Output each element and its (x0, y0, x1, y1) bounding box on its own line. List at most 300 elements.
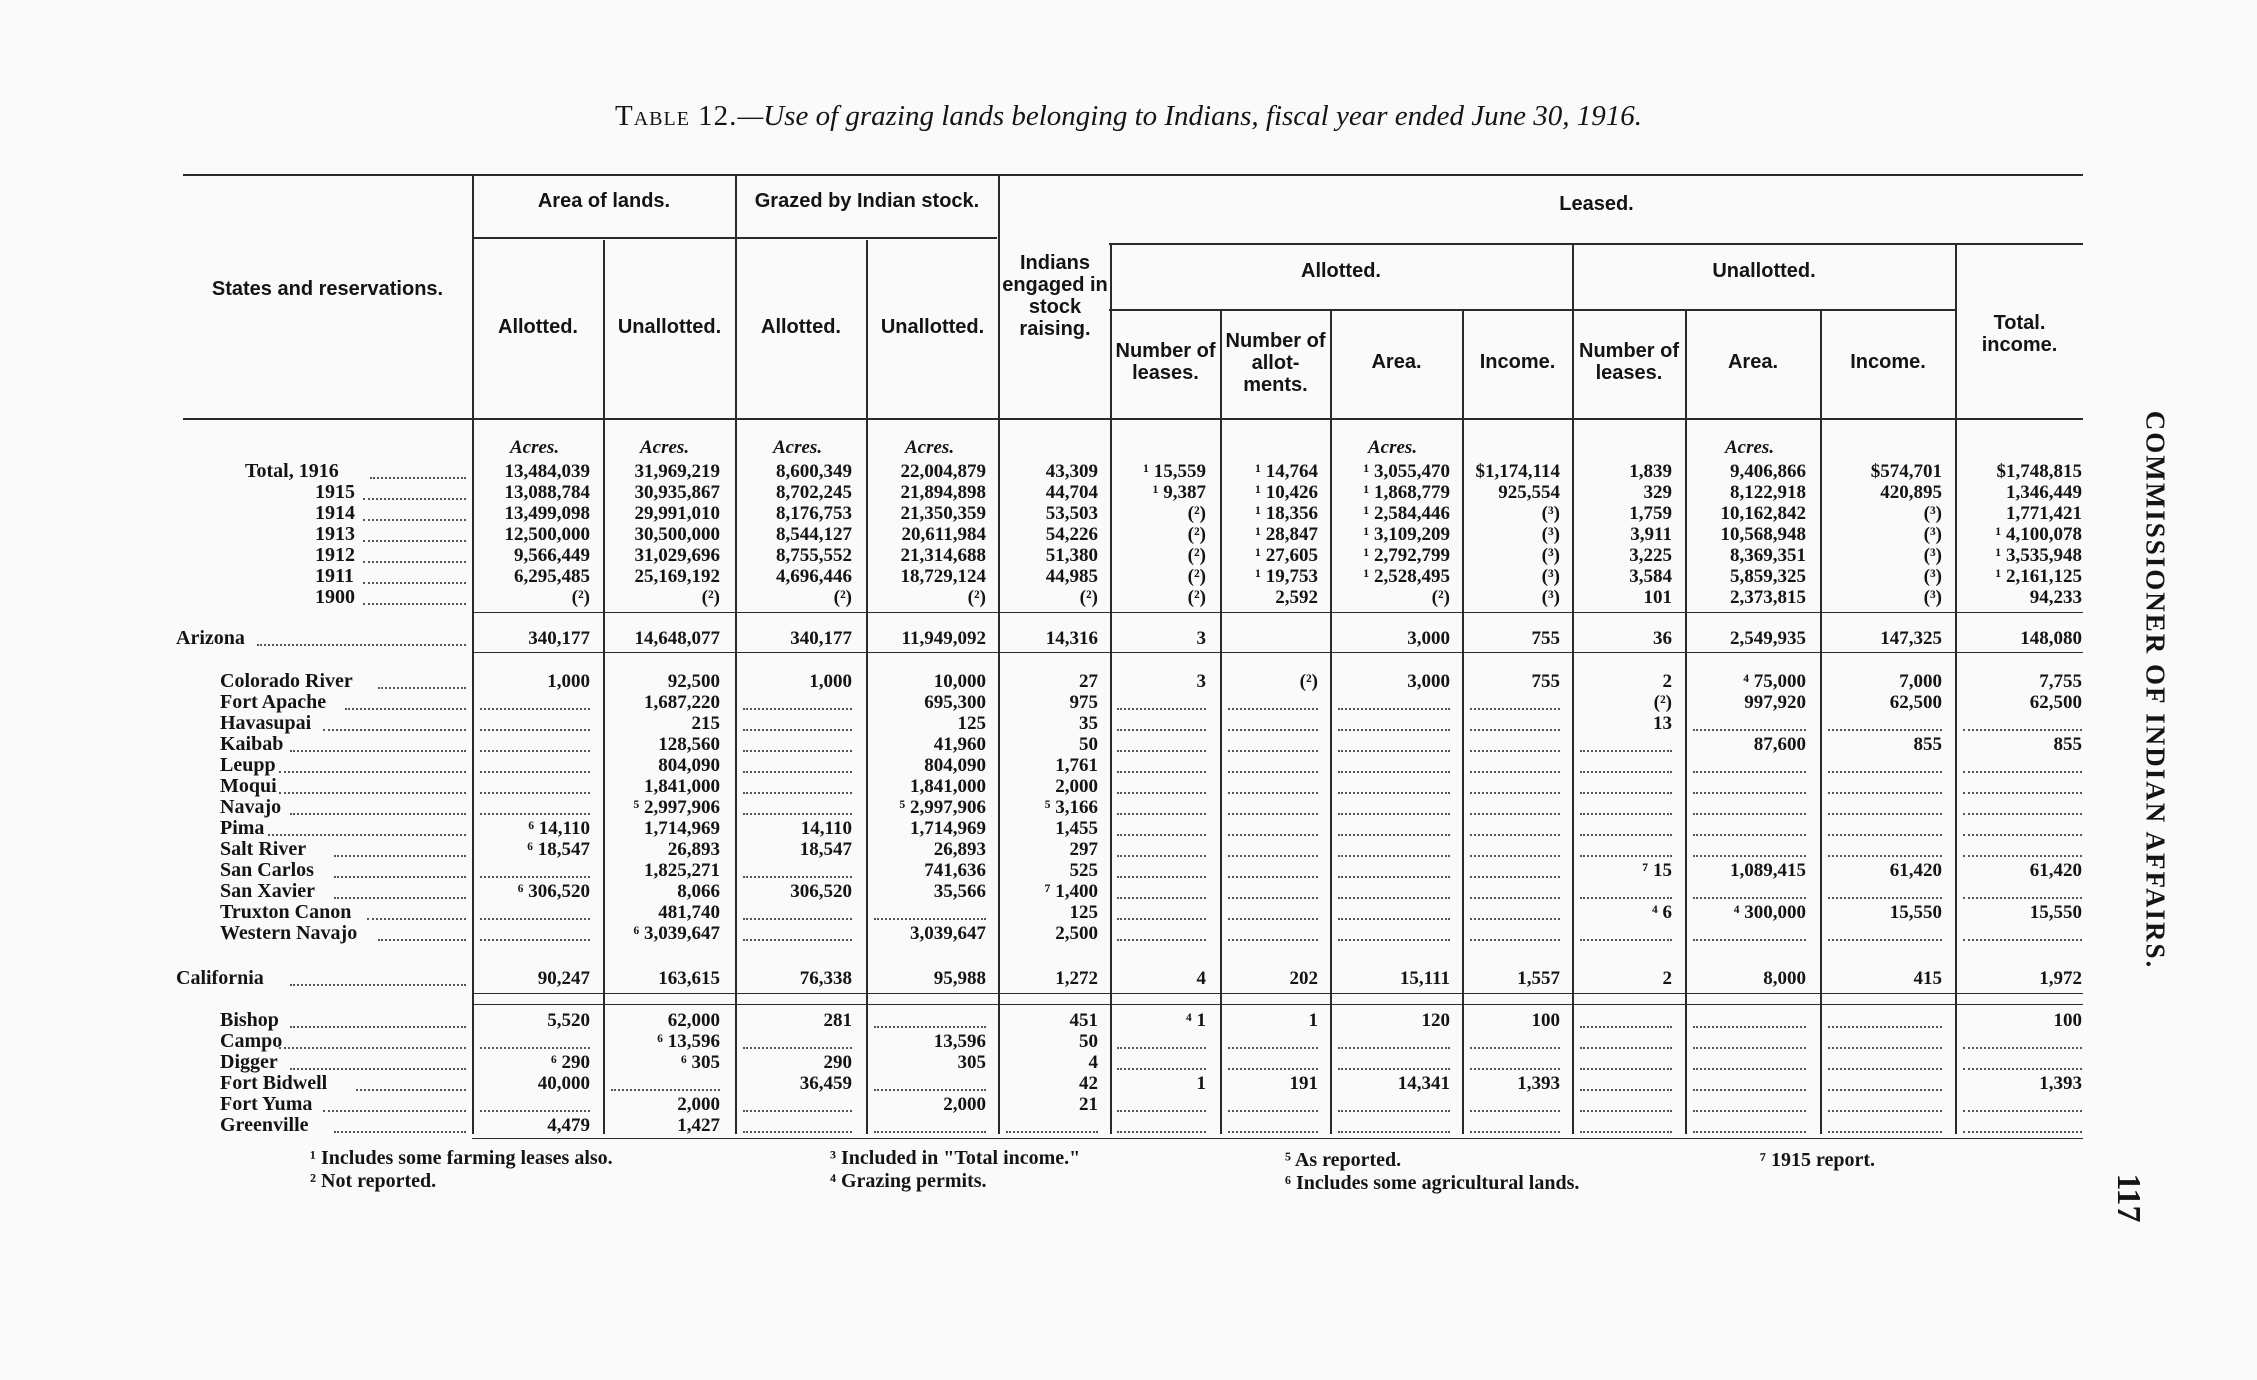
empty-cell-dots (480, 1047, 590, 1049)
table-cell: 128,560 (658, 734, 720, 755)
acres-label: Acres. (773, 437, 823, 458)
table-cell: ¹ 14,764 (1255, 461, 1318, 482)
empty-cell-dots (1228, 1068, 1318, 1070)
table-cell: 125 (1069, 902, 1098, 923)
empty-cell-dots (1693, 813, 1806, 815)
table-cell: 90,247 (537, 968, 590, 989)
table-cell: 297 (1069, 839, 1098, 860)
table-cell: 755 (1531, 628, 1560, 649)
empty-cell-dots (1228, 897, 1318, 899)
table-cell: 3 (1196, 671, 1206, 692)
table-cell: 329 (1643, 482, 1672, 503)
table-cell: 1,759 (1629, 503, 1672, 524)
table-cell: 13,499,098 (504, 503, 590, 524)
empty-cell-dots (1338, 897, 1450, 899)
table-cell: (³) (1923, 566, 1942, 587)
header-unallotted-income: Income. (1850, 351, 1926, 373)
table-cell: 100 (1531, 1010, 1560, 1031)
empty-cell-dots (1470, 771, 1560, 773)
row-label: Western Navajo (220, 922, 358, 944)
table-cell: 1,000 (547, 671, 590, 692)
empty-cell-dots (1580, 771, 1672, 773)
leader-dots (290, 1068, 466, 1070)
table-cell: (²) (1187, 545, 1206, 566)
california-rule (472, 1004, 2083, 1005)
row-label: Pima (220, 817, 265, 839)
empty-cell-dots (1228, 813, 1318, 815)
empty-cell-dots (1963, 729, 2082, 731)
table-cell: 2,592 (1275, 587, 1318, 608)
leader-dots (356, 1089, 466, 1091)
empty-cell-dots (874, 1026, 986, 1028)
empty-cell-dots (1338, 771, 1450, 773)
table-cell: 125 (957, 713, 986, 734)
table-cell: (³) (1923, 524, 1942, 545)
row-label: Fort Bidwell (220, 1072, 328, 1094)
acres-label: Acres. (1725, 437, 1775, 458)
row-label: California (176, 967, 264, 989)
leader-dots (363, 519, 466, 521)
row-label: Havasupai (220, 712, 312, 734)
table-cell: 1,714,969 (644, 818, 720, 839)
empty-cell-dots (1693, 855, 1806, 857)
table-cell: 13,088,784 (504, 482, 590, 503)
row-label: Arizona (176, 627, 245, 649)
header-unallotted-area: Area. (1727, 351, 1779, 373)
empty-cell-dots (480, 939, 590, 941)
leader-dots (323, 729, 466, 731)
leader-dots (367, 918, 466, 920)
empty-cell-dots (1828, 855, 1942, 857)
empty-cell-dots (1470, 1047, 1560, 1049)
col-divider (1330, 310, 1332, 1134)
table-cell: ¹ 19,753 (1255, 566, 1318, 587)
empty-cell-dots (743, 792, 852, 794)
header-area-allotted: Allotted. (498, 316, 578, 338)
empty-cell-dots (1228, 729, 1318, 731)
table-cell: 3,584 (1629, 566, 1672, 587)
table-cell: 26,893 (933, 839, 986, 860)
empty-cell-dots (480, 729, 590, 731)
empty-cell-dots (1693, 1047, 1806, 1049)
leader-dots (268, 834, 466, 836)
empty-cell-dots (1117, 876, 1206, 878)
empty-cell-dots (743, 1131, 852, 1133)
table-cell: 1,455 (1055, 818, 1098, 839)
table-cell: ⁷ 15 (1642, 860, 1672, 881)
empty-cell-dots (1828, 792, 1942, 794)
table-cell: 51,380 (1045, 545, 1098, 566)
table-cell: 925,554 (1498, 482, 1560, 503)
table-cell: ¹ 3,535,948 (1995, 545, 2082, 566)
table-top-rule (183, 174, 2083, 176)
empty-cell-dots (874, 1131, 986, 1133)
table-cell: 13,484,039 (504, 461, 590, 482)
header-leased: Leased. (1559, 193, 1634, 215)
table-cell: ⁵ 2,997,906 (899, 797, 986, 818)
empty-cell-dots (1228, 855, 1318, 857)
table-cell: 997,920 (1744, 692, 1806, 713)
empty-cell-dots (480, 813, 590, 815)
col-divider (1462, 310, 1464, 1134)
table-cell: 13,596 (933, 1031, 986, 1052)
table-cell: 120 (1421, 1010, 1450, 1031)
empty-cell-dots (1580, 897, 1672, 899)
row-label: 1912 (315, 544, 355, 566)
empty-cell-dots (1828, 1131, 1942, 1133)
table-number: Table 12. (615, 100, 738, 132)
empty-cell-dots (1338, 1110, 1450, 1112)
table-cell: 7,000 (1899, 671, 1942, 692)
table-cell: 22,004,879 (900, 461, 986, 482)
col-divider (1220, 310, 1222, 1134)
table-cell: 855 (2053, 734, 2082, 755)
leader-dots (363, 603, 466, 605)
table-cell: 18,729,124 (900, 566, 986, 587)
empty-cell-dots (1580, 855, 1672, 857)
empty-cell-dots (1828, 834, 1942, 836)
table-cell: 43,309 (1045, 461, 1098, 482)
table-cell: (²) (1079, 587, 1098, 608)
empty-cell-dots (1828, 1068, 1942, 1070)
leader-dots (257, 644, 466, 646)
table-cell: ¹ 2,161,125 (1995, 566, 2082, 587)
table-bottom-rule (472, 1138, 2083, 1139)
table-cell: ¹ 27,605 (1255, 545, 1318, 566)
table-cell: 2 (1662, 671, 1672, 692)
table-cell: 1 (1196, 1073, 1206, 1094)
table-cell: 44,704 (1045, 482, 1098, 503)
table-cell: 21,350,359 (900, 503, 986, 524)
table-cell: ⁵ 3,166 (1044, 797, 1098, 818)
leader-dots (378, 687, 466, 689)
table-cell: ¹ 3,109,209 (1363, 524, 1450, 545)
empty-cell-dots (480, 918, 590, 920)
table-cell: 35 (1079, 713, 1098, 734)
header-leased-allotted: Allotted. (1301, 260, 1381, 282)
empty-cell-dots (1828, 1089, 1942, 1091)
table-cell: 44,985 (1045, 566, 1098, 587)
empty-cell-dots (743, 1110, 852, 1112)
footnote-3: ³ Included in "Total income." (830, 1147, 1081, 1169)
table-cell: 1 (1308, 1010, 1318, 1031)
table-cell: 9,406,866 (1730, 461, 1806, 482)
table-cell: 804,090 (658, 755, 720, 776)
empty-cell-dots (1338, 750, 1450, 752)
leader-dots (290, 750, 466, 752)
table-cell: (³) (1541, 587, 1560, 608)
table-cell: 62,500 (1889, 692, 1942, 713)
empty-cell-dots (1228, 708, 1318, 710)
table-cell: 8,544,127 (776, 524, 852, 545)
empty-cell-dots (743, 876, 852, 878)
row-label: Total, 1916 (245, 460, 339, 482)
leader-dots (290, 813, 466, 815)
footnote-1: ¹ Includes some farming leases also. (310, 1147, 613, 1169)
table-cell: 3,000 (1407, 628, 1450, 649)
table-cell: 5,859,325 (1730, 566, 1806, 587)
table-cell: 14,648,077 (634, 628, 720, 649)
table-cell: 53,503 (1045, 503, 1098, 524)
empty-cell-dots (743, 1047, 852, 1049)
table-cell: 2,500 (1055, 923, 1098, 944)
empty-cell-dots (743, 939, 852, 941)
table-cell: ¹ 4,100,078 (1995, 524, 2082, 545)
empty-cell-dots (1338, 918, 1450, 920)
table-cell: 8,600,349 (776, 461, 852, 482)
table-cell: 95,988 (933, 968, 986, 989)
empty-cell-dots (1338, 813, 1450, 815)
table-cell: 4,479 (547, 1115, 590, 1136)
table-cell: 21,314,688 (900, 545, 986, 566)
table-cell: 1,841,000 (644, 776, 720, 797)
col-divider (1685, 310, 1687, 1134)
table-cell: (³) (1923, 545, 1942, 566)
empty-cell-dots (1117, 792, 1206, 794)
empty-cell-dots (1117, 897, 1206, 899)
table-cell: (³) (1541, 566, 1560, 587)
table-cell: 6,295,485 (514, 566, 590, 587)
leader-dots (363, 540, 466, 542)
table-cell: 1,687,220 (644, 692, 720, 713)
table-cell: 147,325 (1880, 628, 1942, 649)
empty-cell-dots (1470, 939, 1560, 941)
empty-cell-dots (1580, 792, 1672, 794)
empty-cell-dots (1828, 897, 1942, 899)
empty-cell-dots (1117, 750, 1206, 752)
table-cell: 1,346,449 (2006, 482, 2082, 503)
empty-cell-dots (1470, 918, 1560, 920)
table-cell: 2,000 (677, 1094, 720, 1115)
empty-cell-dots (1580, 1131, 1672, 1133)
empty-cell-dots (1117, 708, 1206, 710)
table-cell: $574,701 (1870, 461, 1942, 482)
table-cell: 4 (1088, 1052, 1098, 1073)
leader-dots (345, 708, 466, 710)
empty-cell-dots (1828, 1047, 1942, 1049)
table-cell: 62,000 (667, 1010, 720, 1031)
table-cell: 8,000 (1763, 968, 1806, 989)
table-cell: (³) (1541, 503, 1560, 524)
empty-cell-dots (1338, 1131, 1450, 1133)
table-cell: 40,000 (537, 1073, 590, 1094)
empty-cell-dots (1117, 771, 1206, 773)
empty-cell-dots (1828, 1110, 1942, 1112)
table-cell: 14,110 (800, 818, 852, 839)
empty-cell-dots (1117, 939, 1206, 941)
table-cell: 14,341 (1397, 1073, 1450, 1094)
empty-cell-dots (1470, 813, 1560, 815)
table-cell: 148,080 (2020, 628, 2082, 649)
table-cell: 290 (823, 1052, 852, 1073)
table-cell: 8,122,918 (1730, 482, 1806, 503)
empty-cell-dots (1228, 771, 1318, 773)
header-allotted-leases: Number of leases. (1115, 340, 1216, 384)
row-label: 1911 (315, 565, 354, 587)
footnote-6: ⁶ Includes some agricultural lands. (1285, 1172, 1580, 1194)
empty-cell-dots (1580, 1089, 1672, 1091)
empty-cell-dots (1470, 855, 1560, 857)
empty-cell-dots (1470, 834, 1560, 836)
empty-cell-dots (1963, 834, 2082, 836)
california-top-rule (472, 993, 2083, 994)
arizona-rule (472, 652, 2083, 653)
empty-cell-dots (1580, 1110, 1672, 1112)
empty-cell-dots (480, 876, 590, 878)
table-cell: 101 (1643, 587, 1672, 608)
leader-dots (279, 792, 466, 794)
table-cell: 25,169,192 (634, 566, 720, 587)
table-cell: 281 (823, 1010, 852, 1031)
empty-cell-dots (1580, 813, 1672, 815)
empty-cell-dots (1338, 1068, 1450, 1070)
row-label: Salt River (220, 838, 307, 860)
table-cell: 1,761 (1055, 755, 1098, 776)
empty-cell-dots (1338, 834, 1450, 836)
table-cell: 1,972 (2039, 968, 2082, 989)
table-cell: 10,162,842 (1720, 503, 1806, 524)
table-cell: 1,393 (2039, 1073, 2082, 1094)
acres-label: Acres. (905, 437, 955, 458)
empty-cell-dots (1470, 750, 1560, 752)
table-cell: 695,300 (924, 692, 986, 713)
table-cell: 15,550 (2029, 902, 2082, 923)
empty-cell-dots (1470, 897, 1560, 899)
empty-cell-dots (1693, 792, 1806, 794)
table-caption: —Use of grazing lands belonging to Indians, fiscal year ended June 30, 1916. (737, 100, 1642, 132)
leased-rule (1109, 243, 2083, 245)
empty-cell-dots (1693, 1026, 1806, 1028)
header-indians-engaged: Indians engaged in stock raising. (1002, 252, 1108, 340)
empty-cell-dots (1228, 1047, 1318, 1049)
leader-dots (334, 855, 466, 857)
table-cell: 741,636 (924, 860, 986, 881)
empty-cell-dots (743, 708, 852, 710)
table-cell: 27 (1079, 671, 1098, 692)
empty-cell-dots (1228, 1131, 1318, 1133)
table-cell: 3,911 (1630, 524, 1672, 545)
empty-cell-dots (1828, 813, 1942, 815)
table-cell: ¹ 18,356 (1255, 503, 1318, 524)
row-label: Leupp (220, 754, 276, 776)
table-cell: 1,714,969 (910, 818, 986, 839)
table-cell: 41,960 (933, 734, 986, 755)
empty-cell-dots (1693, 897, 1806, 899)
row-label: 1900 (315, 586, 355, 608)
empty-cell-dots (1470, 876, 1560, 878)
empty-cell-dots (1228, 834, 1318, 836)
header-grazed-allotted: Allotted. (761, 316, 841, 338)
table-cell: ⁷ 1,400 (1044, 881, 1098, 902)
row-label: San Carlos (220, 859, 314, 881)
empty-cell-dots (1580, 750, 1672, 752)
table-title (0, 100, 2257, 133)
table-cell: 163,615 (658, 968, 720, 989)
footnote-5: ⁵ As reported. (1285, 1149, 1402, 1171)
empty-cell-dots (1963, 813, 2082, 815)
table-cell: 755 (1531, 671, 1560, 692)
table-cell: 804,090 (924, 755, 986, 776)
empty-cell-dots (1117, 918, 1206, 920)
empty-cell-dots (1828, 729, 1942, 731)
table-cell: 36 (1653, 628, 1672, 649)
table-cell: 18,547 (799, 839, 852, 860)
table-cell: (³) (1923, 503, 1942, 524)
empty-cell-dots (1828, 1026, 1942, 1028)
table-cell: 21 (1079, 1094, 1098, 1115)
empty-cell-dots (743, 813, 852, 815)
row-label: Fort Yuma (220, 1093, 313, 1115)
leader-dots (363, 498, 466, 500)
table-cell: 451 (1069, 1010, 1098, 1031)
table-cell: ⁶ 13,596 (657, 1031, 720, 1052)
table-cell: ⁶ 18,547 (527, 839, 590, 860)
table-cell: 305 (957, 1052, 986, 1073)
empty-cell-dots (1693, 1089, 1806, 1091)
table-cell: 2,549,935 (1730, 628, 1806, 649)
table-cell: 2,000 (1055, 776, 1098, 797)
leader-dots (334, 897, 466, 899)
table-cell: 415 (1913, 968, 1942, 989)
empty-cell-dots (480, 771, 590, 773)
table-cell: 340,177 (790, 628, 852, 649)
empty-cell-dots (1117, 1110, 1206, 1112)
table-cell: 92,500 (667, 671, 720, 692)
empty-cell-dots (1963, 1110, 2082, 1112)
table-cell: 8,176,753 (776, 503, 852, 524)
table-cell: 87,600 (1753, 734, 1806, 755)
row-label: San Xavier (220, 880, 315, 902)
empty-cell-dots (1580, 939, 1672, 941)
table-cell: 215 (691, 713, 720, 734)
leader-dots (363, 582, 466, 584)
leader-dots (334, 1131, 466, 1133)
empty-cell-dots (1006, 1131, 1098, 1133)
table-cell: (²) (1299, 671, 1318, 692)
table-cell: ¹ 2,528,495 (1363, 566, 1450, 587)
table-cell: (²) (701, 587, 720, 608)
table-cell: 306,520 (790, 881, 852, 902)
table-cell: 855 (1913, 734, 1942, 755)
header-grazed-unallotted: Unallotted. (880, 316, 985, 338)
table-cell: ⁴ 1 (1186, 1010, 1206, 1031)
row-label: Bishop (220, 1009, 279, 1031)
col-divider (1955, 243, 1957, 1134)
empty-cell-dots (1117, 813, 1206, 815)
table-cell: (²) (967, 587, 986, 608)
header-area-unallotted: Unallotted. (617, 316, 722, 338)
table-cell: (²) (1653, 692, 1672, 713)
table-cell: ⁶ 14,110 (528, 818, 590, 839)
footnote-7: ⁷ 1915 report. (1760, 1149, 1876, 1171)
table-cell: 50 (1079, 734, 1098, 755)
empty-cell-dots (1580, 1068, 1672, 1070)
table-cell: 61,420 (2029, 860, 2082, 881)
col-divider (866, 240, 868, 1134)
empty-cell-dots (1693, 771, 1806, 773)
empty-cell-dots (1963, 1131, 2082, 1133)
table-cell: 3,039,647 (910, 923, 986, 944)
table-cell: 61,420 (1889, 860, 1942, 881)
empty-cell-dots (743, 918, 852, 920)
leader-dots (370, 477, 466, 479)
table-cell: (²) (571, 587, 590, 608)
table-cell: ⁶ 306,520 (517, 881, 590, 902)
table-cell: 30,500,000 (634, 524, 720, 545)
empty-cell-dots (1470, 708, 1560, 710)
table-cell: ¹ 3,055,470 (1363, 461, 1450, 482)
table-cell: 26,893 (667, 839, 720, 860)
